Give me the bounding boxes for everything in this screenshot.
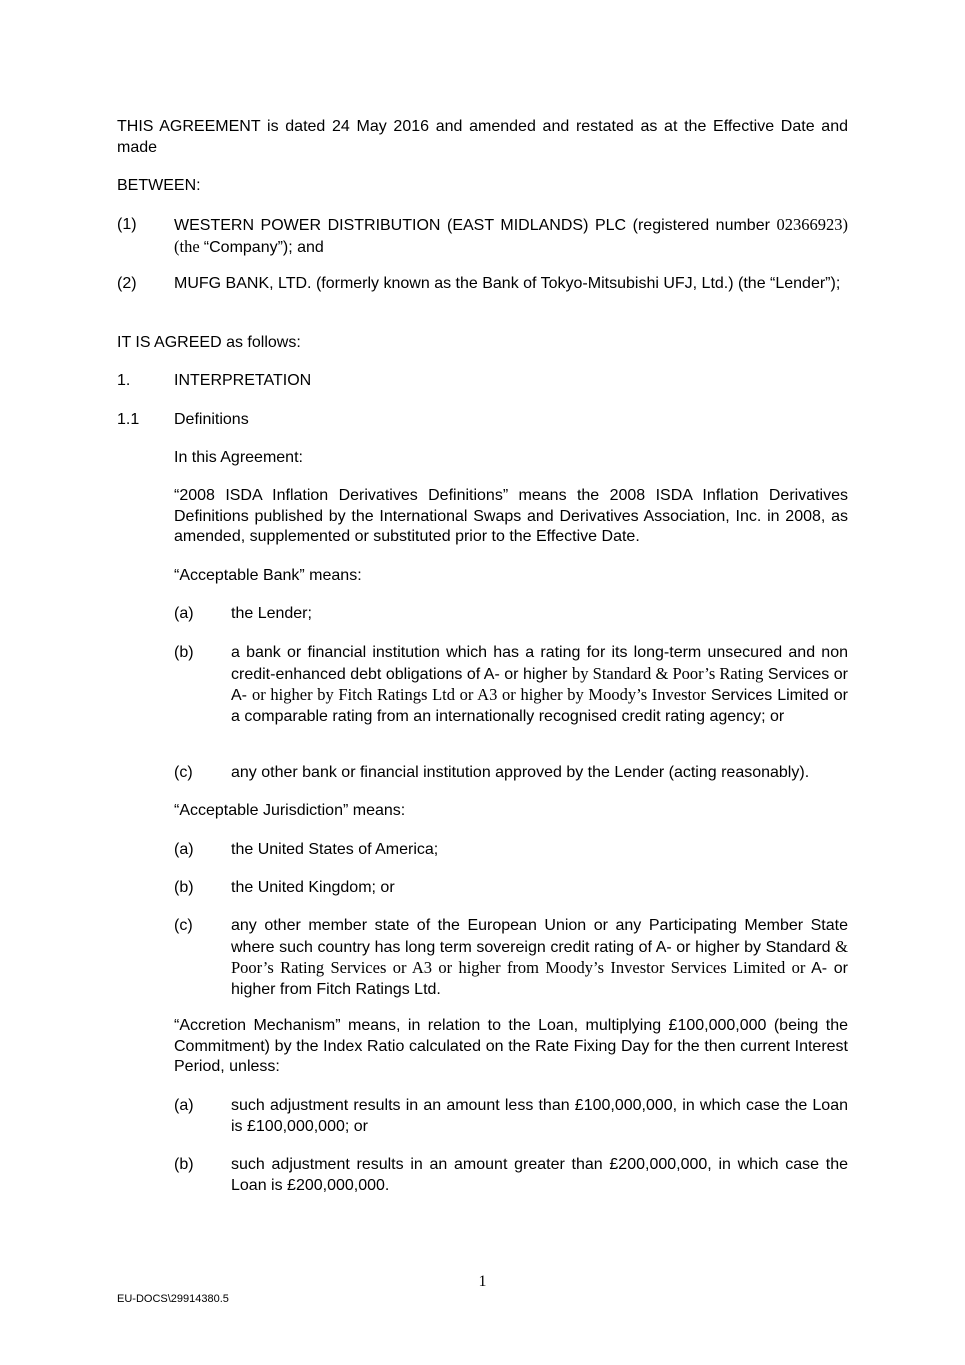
bank-item-a-label: (a) <box>174 605 194 622</box>
subsection-title: Definitions <box>174 411 249 428</box>
definition-acceptable-bank-title: “Acceptable Bank” means: <box>174 567 362 584</box>
jurisdiction-item-c-text <box>231 916 848 1000</box>
definition-acceptable-jurisdiction-title: “Acceptable Jurisdiction” means: <box>174 802 406 819</box>
bank-item-b-text-d: or higher by Fitch Ratings Ltd or A3 or higher by Moody’s Investor <box>252 685 706 704</box>
party-1-text-c: “Company”); and <box>203 238 324 256</box>
agreed-line: IT IS AGREED as follows: <box>117 334 301 351</box>
accretion-item-b-text: such adjustment results in an amount greater than £200,000,000, in which case the Loan is £200,000,000. <box>231 1156 848 1194</box>
party-1-text-a: WESTERN POWER DISTRIBUTION (EAST MIDLANDS) PLC (registered number <box>174 217 777 234</box>
section-title: INTERPRETATION <box>174 372 312 389</box>
jurisdiction-item-b-label: (b) <box>174 879 194 896</box>
party-1-text-b: 02366923) (the <box>174 215 848 256</box>
jurisdiction-item-c-text-c: A- or higher from Fitch Ratings Ltd. <box>231 960 849 998</box>
party-2-text: MUFG BANK, LTD. (formerly known as the Bank of Tokyo-Mitsubishi UFJ, Ltd.) (the “Lender”); <box>174 275 841 292</box>
jurisdiction-item-c-text-b: & Poor’s Rating Services or A3 or higher from Moody’s Investor Services Limited or <box>231 936 848 977</box>
jurisdiction-item-a-text: the United States of America; <box>231 841 439 858</box>
accretion-item-a-text: such adjustment results in an amount less than £100,000,000, in which case the Loan is £100,000,000; or <box>231 1097 848 1135</box>
bank-item-c-label: (c) <box>174 764 193 781</box>
footer-document-reference: EU-DOCS\29914380.5 <box>117 1293 229 1305</box>
opening-paragraph: THIS AGREEMENT is dated 24 May 2016 and amended and restated as at the Effective Date and made <box>117 118 848 156</box>
party-2-number: (2) <box>117 275 137 292</box>
accretion-item-b-label: (b) <box>174 1156 194 1173</box>
bank-item-b-label: (b) <box>174 644 194 661</box>
bank-item-b-text-b: by Standard & Poor’s Rating <box>571 663 764 683</box>
party-1-text <box>174 215 848 258</box>
jurisdiction-item-a-label: (a) <box>174 841 194 858</box>
party-1-number: (1) <box>117 216 137 233</box>
bank-item-a-text: the Lender; <box>231 605 312 622</box>
page-number: 1 <box>478 1273 487 1290</box>
jurisdiction-item-b-text: the United Kingdom; or <box>231 879 395 896</box>
definition-isda: “2008 ISDA Inflation Derivatives Definitions” means the 2008 ISDA Inflation Derivatives Definitions published by the International Swaps and Derivatives Association, Inc. in 2008, as amended, supplemented or substituted prior to the Effective Date. <box>174 487 848 545</box>
jurisdiction-item-c-text-a: any other member state of the European Union or any Participating Member State where such country has long term sovereign credit rating of A- or higher by Standard <box>231 917 848 956</box>
subsection-number: 1.1 <box>117 411 140 428</box>
definition-accretion-mechanism: “Accretion Mechanism” means, in relation to the Loan, multiplying £100,000,000 (being the Commitment) by the Index Ratio calculated on the Rate Fixing Day for the then current Interest Period, unless: <box>174 1017 848 1075</box>
bank-item-b-text-c: Services or A- <box>231 665 848 704</box>
bank-item-b-text <box>231 643 848 727</box>
in-this-agreement: In this Agreement: <box>174 449 303 466</box>
between-heading: BETWEEN: <box>117 177 201 194</box>
section-number: 1. <box>117 372 131 389</box>
bank-item-b-text-a: a bank or financial institution which has a rating for its long-term unsecured and non credit-enhanced debt obligations of A- or higher <box>231 644 848 683</box>
bank-item-b-text-e: Services Limited or a comparable rating from an internationally recognised credit rating agency; or <box>231 687 848 725</box>
jurisdiction-item-c-label: (c) <box>174 917 193 934</box>
bank-item-c-text: any other bank or financial institution approved by the Lender (acting reasonably). <box>231 764 810 781</box>
accretion-item-a-label: (a) <box>174 1097 194 1114</box>
